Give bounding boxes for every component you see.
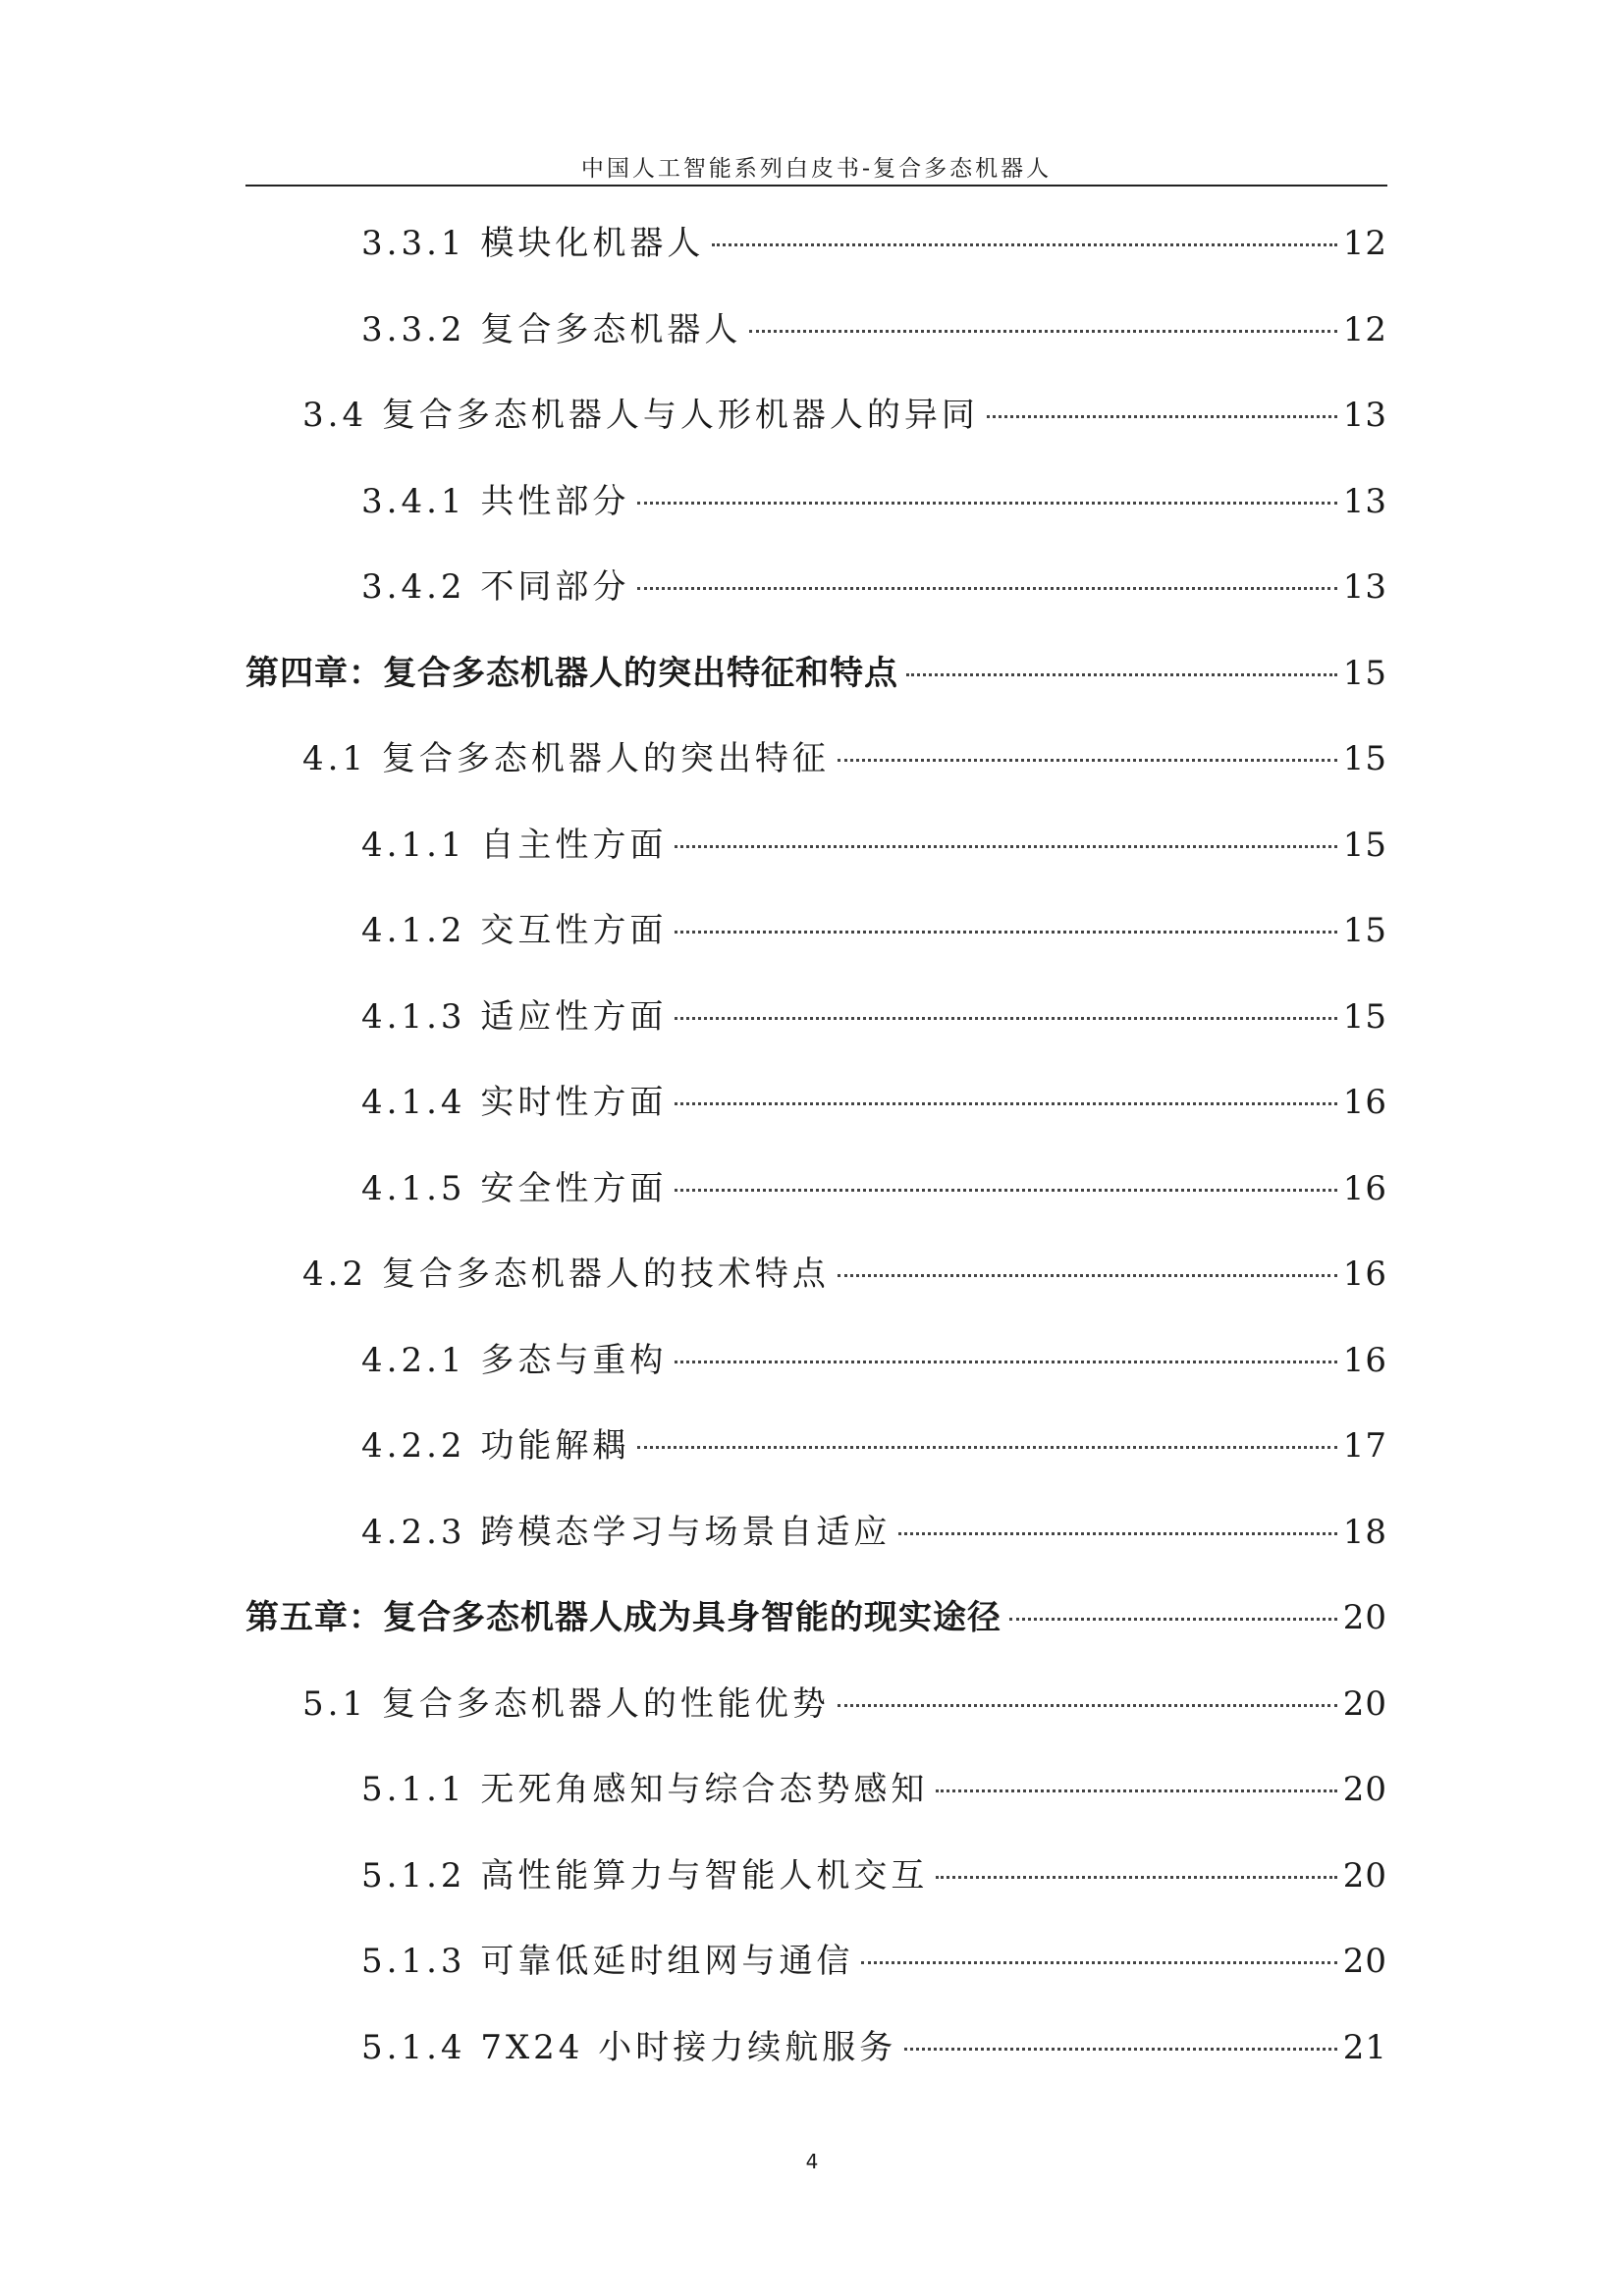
toc-dot-leader <box>838 759 1337 762</box>
toc-entry-label: 4.1.4 实时性方面 <box>361 1083 668 1122</box>
toc-entry-label: 5.1.4 7X24 小时接力续航服务 <box>361 2027 897 2067</box>
toc-entry-label: 4.1.3 适应性方面 <box>361 996 668 1037</box>
toc-dot-leader <box>838 1704 1337 1707</box>
toc-dot-leader <box>749 330 1336 333</box>
toc-dot-leader <box>675 931 1336 934</box>
toc-dot-leader <box>637 1446 1336 1449</box>
toc-dot-leader <box>675 845 1336 848</box>
toc-entry-page: 15 <box>1342 739 1387 778</box>
toc-dot-leader <box>1009 1618 1337 1621</box>
toc-entry[interactable] <box>245 1318 1387 1405</box>
toc-entry[interactable] <box>245 1919 1387 2005</box>
toc-entry-page: 13 <box>1342 481 1387 521</box>
toc-entry-page: 16 <box>1342 1168 1387 1208</box>
toc-entry-page: 15 <box>1342 996 1387 1037</box>
toc-entry[interactable] <box>245 1834 1387 1920</box>
toc-entry[interactable] <box>245 545 1387 631</box>
toc-entry[interactable] <box>245 1232 1387 1318</box>
toc-entry[interactable] <box>245 717 1387 803</box>
toc-entry-page: 16 <box>1342 1255 1387 1294</box>
toc-dot-leader <box>675 1017 1336 1020</box>
toc-entry[interactable] <box>245 1662 1387 1748</box>
toc-dot-leader <box>906 673 1337 676</box>
toc-entry-page: 16 <box>1342 1083 1387 1122</box>
toc-entry-page: 12 <box>1342 309 1387 349</box>
toc-entry-page: 20 <box>1342 1942 1387 1981</box>
header-rule <box>245 185 1387 187</box>
toc-entry-page: 15 <box>1342 911 1387 950</box>
toc-entry[interactable] <box>245 1147 1387 1233</box>
toc-dot-leader <box>987 415 1337 418</box>
toc-entry-page: 18 <box>1342 1512 1387 1552</box>
toc-entry-page: 13 <box>1342 396 1387 435</box>
toc-dot-leader <box>712 243 1336 246</box>
table-of-contents <box>245 201 1387 2091</box>
toc-dot-leader <box>637 502 1336 505</box>
toc-entry-label: 4.1.1 自主性方面 <box>361 825 668 865</box>
toc-dot-leader <box>838 1274 1337 1277</box>
toc-dot-leader <box>675 1361 1336 1363</box>
toc-entry[interactable] <box>245 631 1387 718</box>
toc-entry-label: 3.4.1 共性部分 <box>361 481 630 521</box>
toc-entry-label: 5.1.2 高性能算力与智能人机交互 <box>361 1855 929 1896</box>
toc-entry-label: 4.2 复合多态机器人的技术特点 <box>302 1255 830 1294</box>
toc-entry-label: 4.2.3 跨模态学习与场景自适应 <box>361 1512 892 1552</box>
toc-dot-leader <box>898 1532 1336 1535</box>
toc-entry-label: 第五章：复合多态机器人成为具身智能的现实途径 <box>245 1598 1001 1637</box>
toc-entry-page: 20 <box>1342 1770 1387 1809</box>
toc-entry[interactable] <box>245 1060 1387 1147</box>
toc-entry-page: 20 <box>1342 1598 1387 1637</box>
toc-entry-label: 5.1.3 可靠低延时组网与通信 <box>361 1942 854 1981</box>
toc-entry-page: 20 <box>1342 1855 1387 1896</box>
toc-entry-page: 15 <box>1342 653 1387 693</box>
toc-entry-label: 5.1.1 无死角感知与综合态势感知 <box>361 1770 929 1809</box>
toc-entry[interactable] <box>245 288 1387 374</box>
toc-dot-leader <box>904 2048 1337 2051</box>
toc-dot-leader <box>637 587 1336 590</box>
toc-entry[interactable] <box>245 2005 1387 2092</box>
toc-dot-leader <box>675 1102 1336 1105</box>
toc-entry[interactable] <box>245 1404 1387 1490</box>
toc-entry-label: 第四章：复合多态机器人的突出特征和特点 <box>245 653 898 693</box>
toc-entry-page: 15 <box>1342 825 1387 865</box>
toc-entry-page: 20 <box>1342 1683 1387 1724</box>
toc-entry[interactable] <box>245 1490 1387 1576</box>
toc-entry-label: 4.1 复合多态机器人的突出特征 <box>302 739 830 778</box>
toc-entry[interactable] <box>245 373 1387 459</box>
toc-entry-page: 17 <box>1342 1426 1387 1466</box>
running-header-title: 中国人工智能系列白皮书-复合多态机器人 <box>580 156 1053 182</box>
toc-entry[interactable] <box>245 201 1387 288</box>
toc-entry[interactable] <box>245 459 1387 546</box>
toc-entry-label: 4.1.5 安全性方面 <box>361 1168 668 1208</box>
toc-dot-leader <box>675 1189 1336 1192</box>
toc-entry-label: 4.2.2 功能解耦 <box>361 1426 630 1466</box>
toc-entry-label: 4.2.1 多态与重构 <box>361 1340 668 1380</box>
page-number: 4 <box>805 2150 819 2173</box>
toc-entry[interactable] <box>245 1747 1387 1834</box>
toc-dot-leader <box>936 1876 1336 1879</box>
toc-entry-page: 21 <box>1342 2027 1387 2067</box>
toc-entry-label: 3.3.1 模块化机器人 <box>361 224 705 263</box>
toc-entry-label: 3.4 复合多态机器人与人形机器人的异同 <box>302 396 979 435</box>
toc-entry-label: 4.1.2 交互性方面 <box>361 911 668 950</box>
toc-entry[interactable] <box>245 975 1387 1061</box>
toc-entry-page: 12 <box>1342 224 1387 263</box>
toc-entry-label: 5.1 复合多态机器人的性能优势 <box>302 1683 830 1724</box>
toc-entry[interactable] <box>245 803 1387 889</box>
toc-dot-leader <box>861 1961 1336 1964</box>
toc-dot-leader <box>936 1789 1336 1792</box>
toc-entry-page: 13 <box>1342 567 1387 607</box>
toc-entry-page: 16 <box>1342 1340 1387 1380</box>
toc-entry-label: 3.4.2 不同部分 <box>361 567 630 607</box>
toc-entry[interactable] <box>245 1575 1387 1662</box>
toc-entry-label: 3.3.2 复合多态机器人 <box>361 309 742 349</box>
toc-entry[interactable] <box>245 888 1387 975</box>
